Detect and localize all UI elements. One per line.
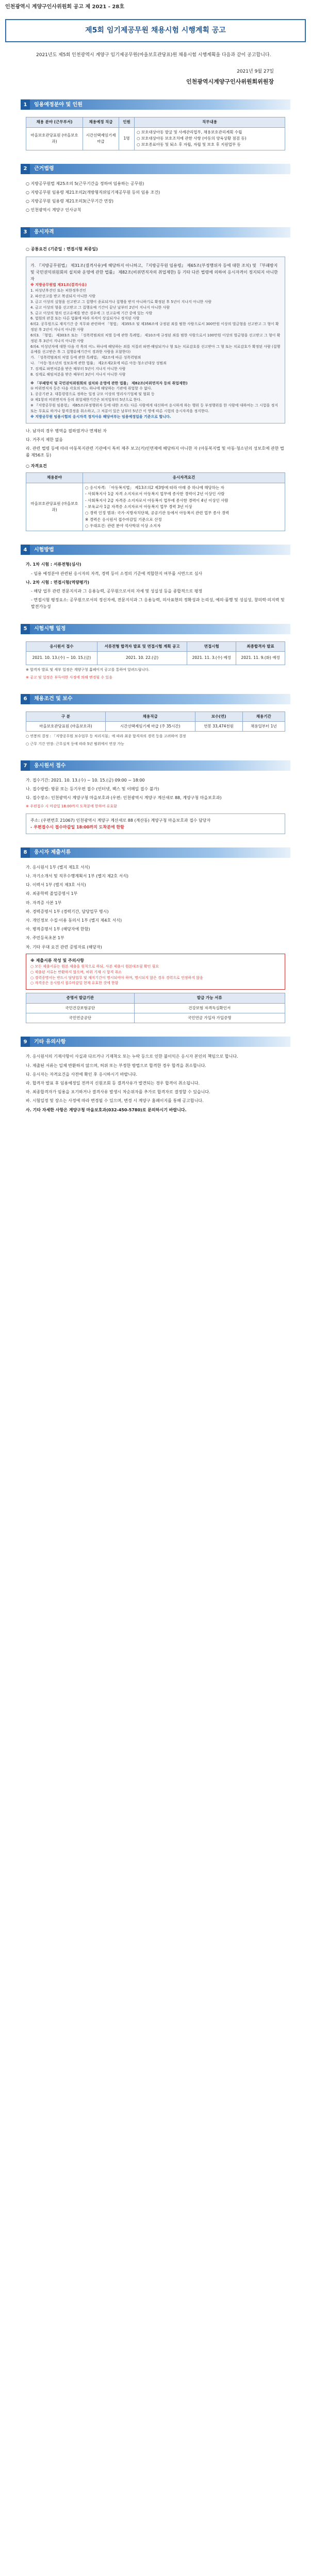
list-item: 나. 「아동·청소년의 성보호에 관한 법률」 제2조제2호에 따른 아동·청소년대상 성범죄 [30, 361, 167, 366]
section-title: 임용예정분야 및 인원 [30, 99, 290, 110]
table-row [26, 127, 285, 150]
section-number: 7 [21, 760, 30, 771]
section-title: 시험방법 [30, 545, 290, 555]
list-item: 나. 2차 시험 : 면접시험(역량평가) [26, 580, 89, 585]
note: ※ 합격자 발표 및 세부 일정은 계양구청 홈페이지 공고를 통하여 알려드립니다. [26, 667, 150, 672]
list-item: ② 제1항의 비위면직자 등의 취업제한기간은 퇴직일부터 5년으로 한다. [30, 398, 142, 402]
col-header: 채용예정 직급 [83, 117, 119, 127]
section-eligibility [21, 227, 290, 532]
section-number: 9 [21, 1037, 30, 1047]
col-header: 응시원서 접수 [26, 641, 97, 651]
announcement-number: 인천광역시 계양구인사위원회 공고 제 2021 - 28호 [5, 4, 125, 10]
subheading: ○ 자격요건 [26, 464, 47, 469]
section-number: 6 [21, 694, 30, 704]
col-header: 보수(연) [195, 711, 242, 721]
section-title: 근거법령 [30, 164, 290, 174]
note: ※ 공고 및 일정은 부득이한 사정에 의해 변경될 수 있음 [26, 675, 112, 680]
col-header: 증명서 발급기관 [26, 993, 135, 1003]
note: ○ 연봉의 결정 : 「지방공무원 보수업무 등 처리지침」에 따라 최종 합격자의 경력 등을 고려하여 결정 [26, 734, 186, 739]
schedule-cell: 2021. 11. 3.(수) 예정 [187, 651, 236, 665]
list-item: 차. 기타 우대 요건 관련 증빙자료 (해당자) [26, 944, 102, 950]
list-item: ※ 우편접수 시 마감일 18:00까지 도착분에 한하여 유효함 [26, 804, 117, 808]
col-header: 발급 가능 서류 [134, 993, 285, 1003]
list-item: ○ 지방공무원법 제25조의 5(근무기간을 정하여 임용하는 공무원) [26, 181, 144, 186]
section-number: 1 [21, 99, 30, 110]
schedule-cell: 2021. 10. 13.(수) ~ 10. 15.(금) [26, 651, 97, 665]
list-item: ※ 지방공무원 임용시험의 응시자격 정지사유 해당여부는 임용예정일을 기준으로 합니다. [30, 414, 171, 419]
list-item: 자. 주민등록초본 1부 [26, 936, 64, 941]
caution-item: ○ 자격증은 응시원서 접수마감일 현재 유효한 것에 한함 [30, 981, 119, 986]
col-header: 구 분 [26, 711, 106, 721]
list-item: - 임용 예정분야 관련된 응시자의 자격, 경력 등이 소정의 기준에 적합한지 여부를 서면으로 심사 [31, 571, 203, 576]
list-item: 라. 관련 법령 등에 따라 아동복지관련 기관에서 특히 제주 보고(거)인면제에 해당하지 아니한 자 (아동복지법 및 아동·청소년의 성보호에 관한 법률 제56조 등) [26, 446, 284, 458]
list-item: 5. 금고 이상의 형의 선고유예를 받은 경우에 그 선고유예 기간 중에 있는 사람 [30, 311, 153, 315]
list-item: 나. 남자의 경우 병역을 필하였거나 면제된 자 [26, 428, 107, 433]
list-item: ※ 지방공무원법 제31조(결격사유) [30, 283, 87, 287]
col-header: 면접시험 [187, 641, 236, 651]
caution-title: ※ 제출서류 작성 및 주의사항 [30, 958, 84, 963]
section-title: 응시원서 접수 [30, 760, 290, 771]
conditions-cell: 마을보호관당표원 (마을보호과) [26, 722, 106, 732]
title-box [5, 19, 306, 42]
list-item: 7. 징계로 파면처분을 받은 때부터 5년이 지나지 아니한 사람 [30, 366, 126, 371]
section-application [21, 760, 290, 834]
list-item: ○ 지방공무원 임용령 제21조의3(근무기간 연장) [26, 199, 114, 204]
section-number: 4 [21, 545, 30, 555]
section-title: 응시자 제출서류 [30, 848, 290, 858]
list-item: 3. 금고 이상의 실형을 선고받고 그 집행이 종료되거나 집행을 받지 아니하기로 확정된 후 5년이 지나지 아니한 사람 [30, 299, 212, 304]
schedule-cell: 2021. 11. 9.(화) 예정 [236, 651, 285, 665]
issuer-cell: 국민연금공단 [26, 1013, 135, 1023]
col-header: 채용 분야 (근무부서) [26, 117, 83, 127]
section-title: 기타 유의사항 [30, 1037, 290, 1047]
list-item: - 해당 업무 관련 전문지식과 그 응용능력, 공무원으로서의 자세 및 성실성 등을 종합적으로 평정 [31, 589, 203, 594]
section-title: 시험시행 일정 [30, 624, 290, 634]
section-number: 5 [21, 624, 30, 634]
list-item: - 면접시험 평정요소: 공무원으로서의 정신자세, 전문지식과 그 응용능력, 의사표현의 정확성과 논리성, 예의·품행 및 성실성, 창의력·의지력 및 발전가능성 [31, 598, 285, 609]
section-positions [21, 99, 290, 150]
table-row [26, 722, 285, 732]
announcement-date: 2021년 9월 27일 [237, 69, 274, 75]
count-cell: 1명 [119, 127, 135, 150]
field-cell: 마을보호관당표원 (마을보호과) [26, 127, 83, 150]
list-item: 6의3. 「형법」 제303조 또는 「성폭력범죄의 처벌 등에 관한 특례법」 제10조에 규정된 죄를 범한 사람으로서 100만원 이상의 벌금형을 선고받고 그 형이 확정된 후 3년이 지나지 아니한 사람 [30, 333, 281, 343]
caution-item: ○ 제출된 서류는 반환하지 않으며, 허위 기재 시 합격 취소 [30, 970, 122, 974]
list-item: 가. 「성폭력범죄의 처벌 등에 관한 특례법」 제2조에 따른 성폭력범죄 [30, 355, 141, 360]
col-header: 채용직급 [105, 711, 195, 721]
schedule-table [26, 641, 285, 665]
conditions-cell: 채용일부터 1년 [242, 722, 285, 732]
section-legal-basis [21, 164, 290, 214]
list-item: 6의4. 미성년자에 대한 다음 각 목의 어느 하나에 해당하는 죄를 저질러 파면·해임되거나 형 또는 치료감호를 선고받아 그 형 또는 치료감호가 확정된 사람 (집행유예를 선고받은 후 그 집행유예기간이 경과한 사람을 포함한다) [30, 344, 281, 354]
list-item: 나. 자기소개서 및 직무수행계획서 1부 (별지 제2호 서식) [26, 874, 129, 879]
list-item: 나. 제출된 서류는 일체 반환하지 않으며, 허위 또는 부정한 방법으로 합격한 경우 합격을 취소합니다. [26, 1063, 206, 1068]
issuer-table [26, 993, 285, 1023]
doc-cell: 건강보험 자격득실확인서 [134, 1003, 285, 1013]
list-item: 다. 이력서 1부 (별지 제3호 서식) [26, 883, 86, 888]
section-conditions [21, 694, 290, 747]
list-item: ※ 「부패방지 및 국민권익위원회의 설치와 운영에 관한 법률」 제82조(비위면직자 등의 취업제한) [30, 381, 188, 385]
list-item: 가. 『지방공무원법』 제31조(결격사유)에 해당하지 아니하고, 『지방공무원 임용령』 제65조(부정행위자 등에 대한 조치) 및 『부패방지 및 국민권익위원회의 설치와 운영에 관한 법률』 제82조(비위면직자의 취업제한) 등 기타 다른 법령에 의하여 응시자격이 정지되지 아니한 자 [30, 263, 278, 282]
caution-box [26, 954, 285, 990]
list-item: 다. 접수장소: 인천광역시 계양구청 마을보호과 (우편: 인천광역시 계양구 계산새로 88, 계양구청 마을보호과) [26, 795, 222, 801]
list-item: 바. 경력증명서 1부 (경력기간, 담당업무 명시) [26, 909, 109, 914]
list-item: 1. 피성년후견인 또는 피한정후견인 [30, 289, 87, 293]
list-item: 8. 징계로 해임처분을 받은 때부터 3년이 지나지 아니한 사람 [30, 372, 126, 377]
list-item: 라. 합격자 발표 후 임용예정일 전까지 신원조회 등 결격사유가 발견되는 경우 합격이 취소됩니다. [26, 1081, 200, 1086]
list-item: 라. 최종학력 졸업증명서 1부 [26, 891, 78, 896]
caution-item: ○ 모든 제출서류는 원본 제출을 원칙으로 하되, 사본 제출시 원본대조필 확인 필요 [30, 964, 159, 969]
address-note: - 우편접수시 접수마감일 18:00까지 도착분에 한함 [30, 824, 124, 829]
list-item: 다. 거주지 제한 없음 [26, 437, 63, 442]
section-number: 2 [21, 164, 30, 174]
section-title: 응시자격 [30, 227, 290, 238]
list-item: ○ 인천광역시 계양구 인사규칙 [26, 208, 81, 213]
table-row [26, 651, 285, 665]
col-header: 서류전형 합격자 발표 및 면접시험 계획 공고 [97, 641, 187, 651]
col-header: 채용기간 [242, 711, 285, 721]
list-item: ※ 『지방공무원 임용령』 제65조(부정행위자 등에 대한 조치): 다른 사람에게 대신하여 응시하게 하는 행위 등 부정행위를 한 사람에 대하여는 그 시험을 정지 또는 무효로 하거나 합격결정을 취소하고, 그 처분이 있은 날부터 5년간 이 영에 따른 시험의 응시자격을 정지한다. [30, 403, 279, 413]
section-title: 채용조건 및 보수 [30, 694, 290, 704]
list-item: 가. 접수기간: 2021. 10. 13.(수) ~ 10. 15.(금) 09:00 ~ 18:00 [26, 778, 145, 783]
page-title: 제5회 임기제공무원 채용시험 시행계획 공고 [85, 26, 226, 35]
list-item: ○ 지방공무원 임용령 제21조의2(개방형직위임기제공무원 등의 임용 조건) [26, 190, 160, 195]
schedule-cell: 2021. 10. 22.(금) [97, 651, 187, 665]
section-exam-method [21, 545, 290, 610]
subheading: ○ 공통요건 (기준일 : 면접시험 최종일) [26, 246, 98, 251]
table-row [26, 483, 285, 531]
list-item: 4. 금고 이상의 형을 선고받고 그 집행유예 기간이 끝난 날부터 2년이 지나지 아니한 사람 [30, 305, 170, 310]
col-header: 인원 [119, 117, 135, 127]
list-item: 마. 자격증 사본 1부 [26, 900, 62, 905]
section-header [21, 99, 290, 110]
list-item: 사. 개인정보 수집·이용 동의서 1부 (별지 제4호 서식) [26, 918, 122, 923]
section-notes [21, 1037, 290, 1113]
section-number: 3 [21, 227, 30, 238]
conditions-table [26, 711, 285, 732]
address-box [26, 814, 285, 834]
grade-cell: 시간선택제임기제 마급 [83, 127, 119, 150]
duties-cell: ○ 보호대상아동 발굴 및 사례관리업무, 채용보호관리계획 수립 ○ 보호대상아동 보호조치에 관한 사항 (아동의 양육상황 점검 등) ○ 보호종료아동 및 퇴소 후 자립, 자립 및 보호 후 지원업무 등 [135, 127, 285, 150]
section-documents [21, 848, 290, 1024]
list-item: 가. 1차 시험 : 서류전형(심사) [26, 562, 81, 567]
col-header: 직무내용 [135, 117, 285, 127]
address-text: 주소: (우편번호 21067) 인천광역시 계양구 계산새로 88 (계산동) 계양구청 마을보호과 접수 담당자 [30, 818, 211, 823]
caution-item: ○ 경력증명서는 반드시 담당업무 및 재직기간이 명시되어야 하며, 명시되지 않은 경우 경력으로 인정하지 않음 [30, 975, 203, 980]
requirement-cell: ○ 응시자격: 「아동복지법」 제13조의2 제3항에 따라 아래 중 하나에 해당하는 자 - 사회복지사 1급 자격 소지자로서 아동복지 업무에 종사한 경력이 2년 이상인 사람 - 사회복지사 2급 자격증 소지자로서 아동복지 업무에 종사한 경력이 4년 이상인 사람 - 보육교사 1급 자격증 소지자로서 아동복지 업무 경력 3년 이상 ○ 경력 인정 범위: 국가·지방자치단체, 공공기관 등에서 아동복지 관련 업무 종사 경력 ※ 경력은 응시원서 접수마감일 기준으로 산정 ○ 우대요건: 관련 분야 석사학위 이상 소지자 [83, 483, 285, 531]
note: ○ 근무 기간 연장: 근무실적 등에 따라 5년 범위에서 연장 가능 [26, 742, 124, 747]
field-cell: 마을보호관당표원 (마을보호과) [26, 483, 83, 531]
list-item: ① 비위면직자 등은 다음 각호의 어느 하나에 해당하는 기관에 취업할 수 없다. [30, 386, 152, 391]
col-header: 최종합격자 발표 [236, 641, 285, 651]
section-schedule [21, 624, 290, 681]
disqualification-box [26, 257, 285, 423]
conditions-cell: 연봉 33,474천원 [195, 722, 242, 732]
intro-text: 2021년도 제5회 인천광역시 계양구 임기제공무원(마을보호관당표)원 채용시험 시행계획을 다음과 같이 공고합니다. [36, 53, 271, 58]
col-header: 응시자격요건 [83, 473, 285, 483]
list-item: 아. 병적증명서 1부 (해당자에 한함) [26, 927, 90, 932]
announcing-org: 인천광역시계양구인사위원회위원장 [186, 78, 274, 85]
conditions-cell: 시간선택제임기제 마급 (주 35시간) [105, 722, 195, 732]
list-item: 1. 공공기관 2. 대통령령으로 정하는 일정 규모 이상의 영리사기업체 및 협회 등 [30, 392, 155, 397]
list-item: 2. 파산선고를 받고 복권되지 아니한 사람 [30, 294, 95, 298]
list-item: 가. 응시원서 1부 (별지 제1호 서식) [26, 865, 90, 870]
issuer-cell: 국민건강보험공단 [26, 1003, 135, 1013]
table-row [26, 1013, 285, 1023]
list-item: 가. 응시원서의 기재사항이 사실과 다르거나 기재착오 또는 누락 등으로 인한 불이익은 응시자 본인의 책임으로 합니다. [26, 1054, 238, 1059]
table-row [26, 1003, 285, 1013]
list-item: 6. 법원의 판결 또는 다른 법률에 따라 자격이 상실되거나 정지된 사람 [30, 316, 140, 321]
requirements-table [26, 472, 285, 531]
list-item: 나. 접수방법: 방문 또는 등기우편 접수 (인터넷, 팩스 및 이메일 접수 불가) [26, 787, 159, 792]
list-item: 마. 최종합격자가 임용을 포기하거나 결격사유 발생시 차순위자를 추가로 합격자로 결정할 수 있습니다. [26, 1090, 210, 1095]
list-item: 사. 기타 자세한 사항은 계양구청 마을보호과(032-450-5780)로 문의하시기 바랍니다. [26, 1107, 187, 1112]
positions-table [26, 117, 285, 150]
list-item: 바. 시험일정 및 장소는 사정에 따라 변경될 수 있으며, 변경 시 계양구 홈페이지를 통해 공고합니다. [26, 1098, 204, 1104]
section-number: 8 [21, 848, 30, 858]
doc-cell: 국민연금 가입자 가입증명 [134, 1013, 285, 1023]
col-header: 채용분야 [26, 473, 83, 483]
list-item: 다. 응시자는 자격요건을 사전에 확인 후 응시하시기 바랍니다. [26, 1072, 138, 1077]
list-item: 6의2. 공무원으로 재직기간 중 직무와 관련하여 「형법」 제355조 및 제356조에 규정된 죄를 범한 사람으로서 300만원 이상의 벌금형을 선고받고 그 형이 확정된 후 2년이 지나지 아니한 사람 [30, 322, 279, 332]
page [0, 0, 311, 1134]
